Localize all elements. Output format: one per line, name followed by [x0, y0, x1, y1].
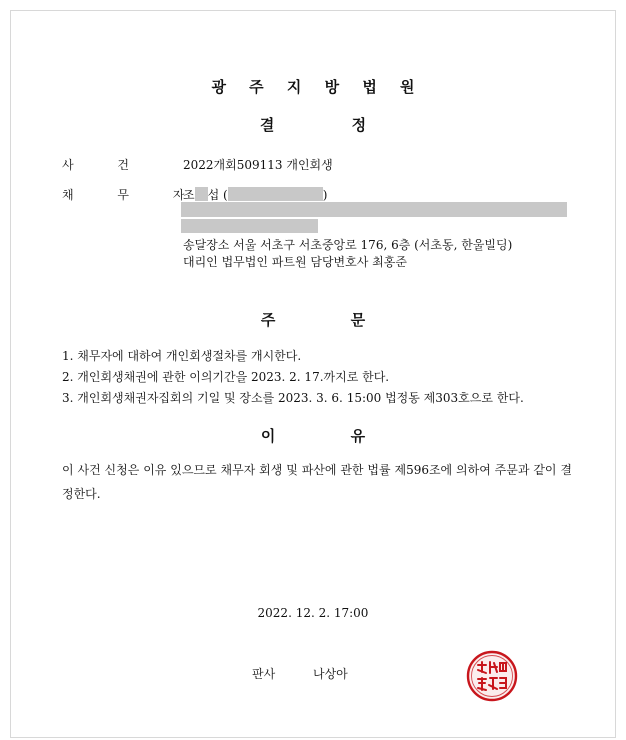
document-title: 결 정: [259, 116, 367, 134]
reason-text: 이 사건 신청은 이유 있으므로 채무자 회생 및 파산에 관한 법률 제596조에 의하여 주문과 같이 결정한다.: [62, 463, 572, 501]
debtor-id-redaction: [228, 187, 323, 201]
court-name: 광 주 지 방 법 원: [211, 78, 415, 96]
debtor-address-redaction-line-2: [181, 219, 318, 233]
judge-name: 나상아: [313, 667, 348, 681]
order-item-1: 1. 채무자에 대하여 개인회생절차를 개시한다.: [62, 349, 302, 363]
debtor-address-redaction-line-1: [181, 202, 567, 217]
debtor-name-end: 섭: [207, 188, 220, 202]
debtor-name-redaction: [195, 187, 208, 201]
case-label: 사 건: [62, 158, 129, 172]
decision-date: 2022. 12. 2. 17:00: [257, 606, 369, 620]
judge-title: 판사: [252, 667, 276, 681]
legal-agent: 대리인 법무법인 파트원 담당변호사 최홍준: [183, 255, 407, 269]
case-number: 2022개회509113 개인회생: [183, 158, 333, 172]
court-seal-stamp: [466, 650, 518, 702]
debtor-label: 채 무 자: [62, 188, 185, 202]
debtor-id-paren-open: (: [223, 188, 228, 202]
order-heading: 주 문: [260, 311, 366, 329]
reason-heading: 이 유: [260, 427, 366, 445]
debtor-name-start: 조: [183, 188, 195, 202]
order-item-3: 3. 개인회생채권자집회의 기일 및 장소를 2023. 3. 6. 15:00 법정동 제303호으로 한다.: [62, 391, 524, 405]
debtor-id-paren-close: ): [322, 188, 328, 202]
service-address: 송달장소 서울 서초구 서초중앙로 176, 6층 (서초동, 한울빌딩): [183, 238, 513, 252]
debtor-name-line: [183, 186, 327, 203]
order-item-2: 2. 개인회생채권에 관한 이의기간을 2023. 2. 17.까지로 한다.: [62, 370, 390, 384]
